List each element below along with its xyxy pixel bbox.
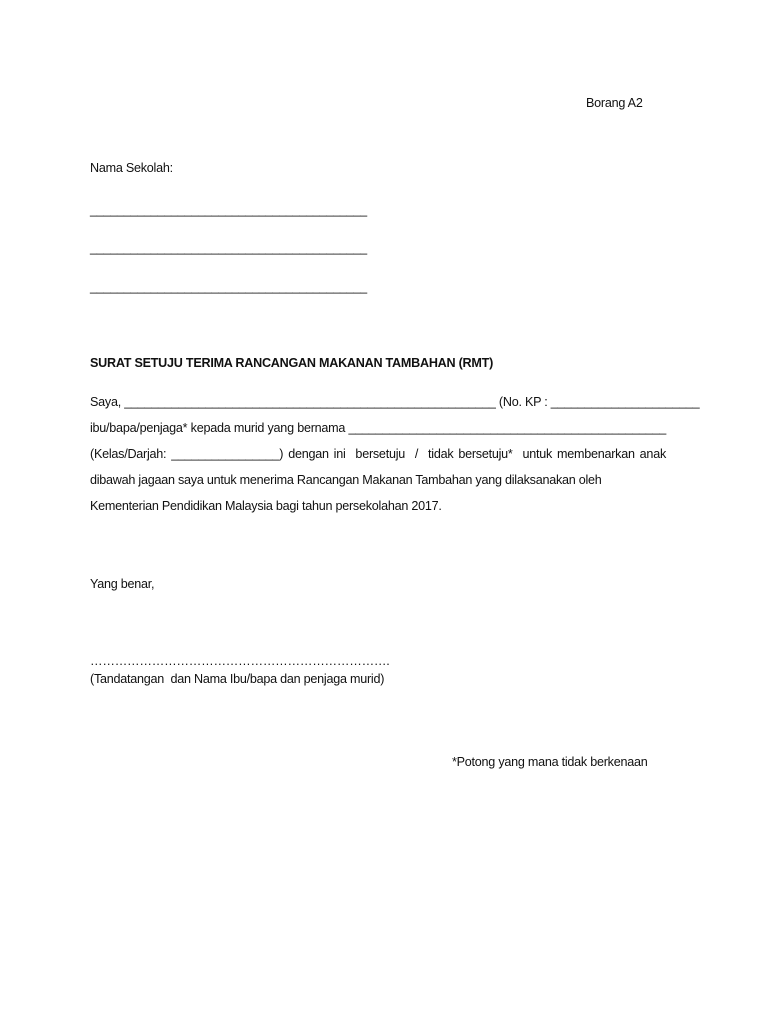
school-name-label: Nama Sekolah: bbox=[90, 161, 173, 175]
signature-caption: (Tandatangan dan Nama Ibu/bapa dan penjaga murid) bbox=[90, 672, 385, 686]
body-line-guardian[interactable]: ibu/bapa/penjaga* kepada murid yang bernama _______________________________________________ bbox=[90, 421, 666, 435]
school-name-line-1[interactable]: _________________________________________ bbox=[90, 203, 367, 217]
letter-title: SURAT SETUJU TERIMA RANCANGAN MAKANAN TAMBAHAN (RMT) bbox=[90, 356, 494, 370]
body-line-ministry: Kementerian Pendidikan Malaysia bagi tahun persekolahan 2017. bbox=[90, 499, 442, 513]
school-name-line-2[interactable]: _________________________________________ bbox=[90, 241, 367, 255]
footnote: *Potong yang mana tidak berkenaan bbox=[452, 755, 648, 769]
salutation: Yang benar, bbox=[90, 577, 155, 591]
signature-line[interactable]: ………………………………………………………………. bbox=[90, 654, 390, 668]
body-line-class[interactable]: (Kelas/Darjah: ________________) dengan ini bersetuju / tidak bersetuju* untuk membenarkan anak bbox=[90, 447, 666, 461]
body-line-care: dibawah jagaan saya untuk menerima Rancangan Makanan Tambahan yang dilaksanakan oleh bbox=[90, 473, 602, 487]
form-code: Borang A2 bbox=[586, 96, 643, 110]
body-line-name[interactable]: Saya, _______________________________________________________ (No. KP : ______________________ bbox=[90, 395, 700, 409]
school-name-line-3[interactable]: _________________________________________ bbox=[90, 280, 367, 294]
